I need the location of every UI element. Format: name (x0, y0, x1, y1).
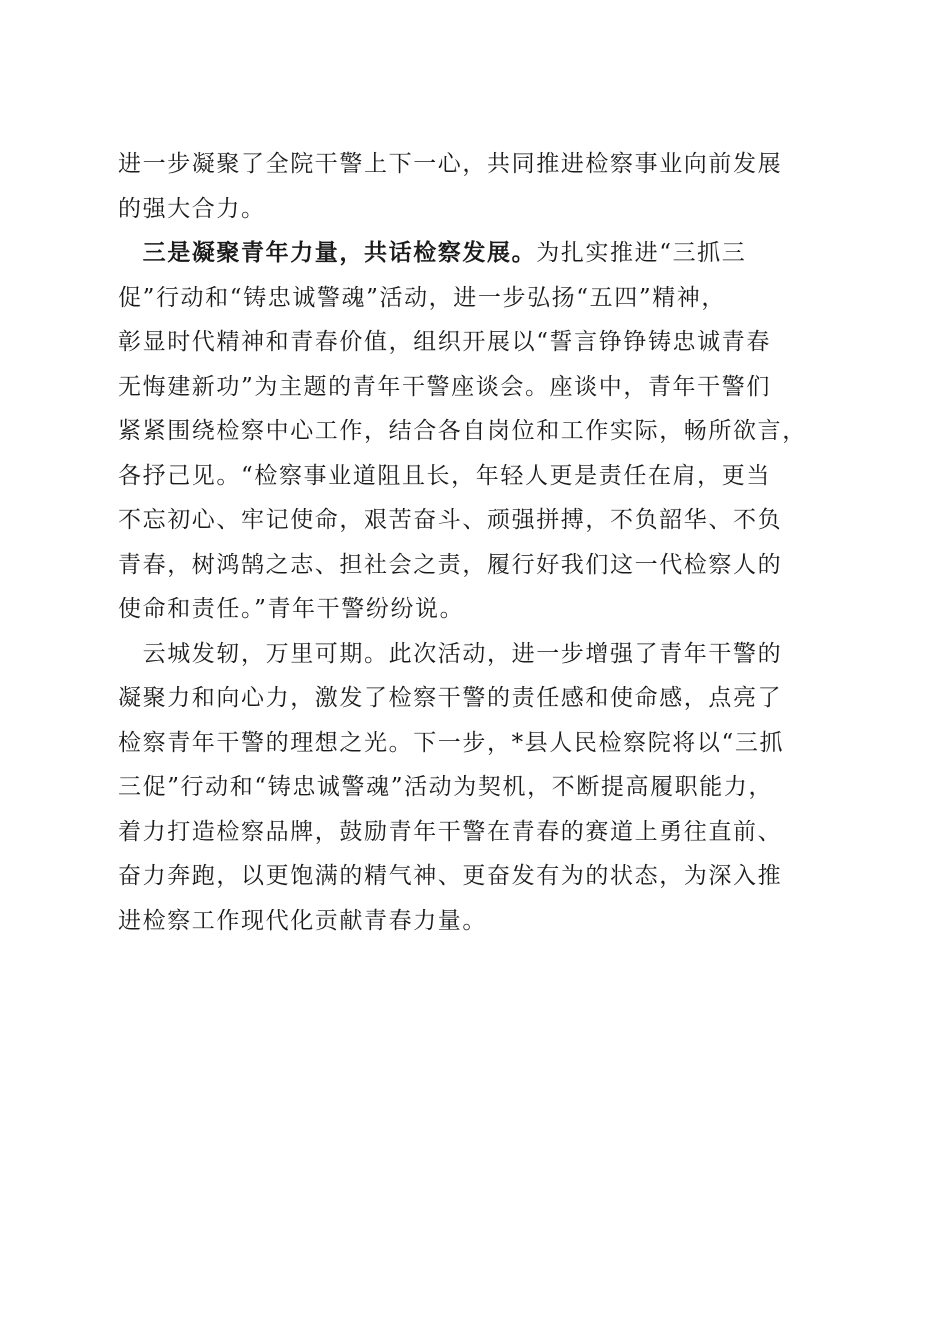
text-line: 彰显时代精神和青春价值，组织开展以“誓言铮铮铸忠诚青春 (118, 329, 771, 355)
text-line: 青春，树鸿鹄之志、担社会之责，履行好我们这一代检察人的 (118, 551, 783, 578)
text-line: 奋力奔跑，以更饱满的精气神、更奋发有为的状态，为深入推 (118, 863, 783, 889)
text-line: 进一步凝聚了全院干警上下一心，共同推进检察事业向前发展 (118, 151, 783, 177)
text-line (118, 632, 838, 677)
text-line: 无悔建新功”为主题的青年干警座谈会。座谈中，青年干警们 (118, 373, 771, 400)
paragraph-lead-heading: 三是凝聚青年力量，共话检察发展。 (142, 240, 537, 266)
document-body (118, 142, 838, 943)
paragraph-3 (118, 632, 838, 944)
text-line: 着力打造检察品牌，鼓励青年干警在青春的赛道上勇往直前、 (118, 818, 783, 845)
text-line: 的强大合力。 (118, 195, 266, 222)
text-line: 凝聚力和向心力，激发了检察干警的责任感和使命感，点亮了 (118, 685, 783, 711)
text-line: 检察青年干警的理想之光。下一步，*县人民检察院将以“三抓 (118, 729, 785, 756)
text-line (118, 231, 838, 276)
text-line: 进检察工作现代化贡献青春力量。 (118, 907, 487, 934)
text-line: 三促”行动和“铸忠诚警魂”活动为契机，不断提高履职能力， (118, 774, 774, 800)
text-line: 促”行动和“铸忠诚警魂”活动，进一步弘扬“五四”精神， (118, 284, 726, 311)
text-segment: 为扎实推进“三抓三 (536, 240, 747, 266)
text-line: 不忘初心、牢记使命，艰苦奋斗、顽强拼搏，不负韶华、不负 (118, 507, 783, 533)
text-line: 使命和责任。”青年干警纷纷说。 (118, 596, 465, 622)
paragraph-2 (118, 231, 838, 632)
paragraph-1 (118, 142, 838, 231)
text-line: 各抒己见。“检察事业道阻且长，年轻人更是责任在肩，更当 (118, 462, 771, 489)
text-line: 紧紧围绕检察中心工作，结合各自岗位和工作实际，畅所欲言， (118, 418, 807, 444)
text-segment: 云城发轫，万里可期。此次活动，进一步增强了青年干警的 (142, 640, 783, 667)
